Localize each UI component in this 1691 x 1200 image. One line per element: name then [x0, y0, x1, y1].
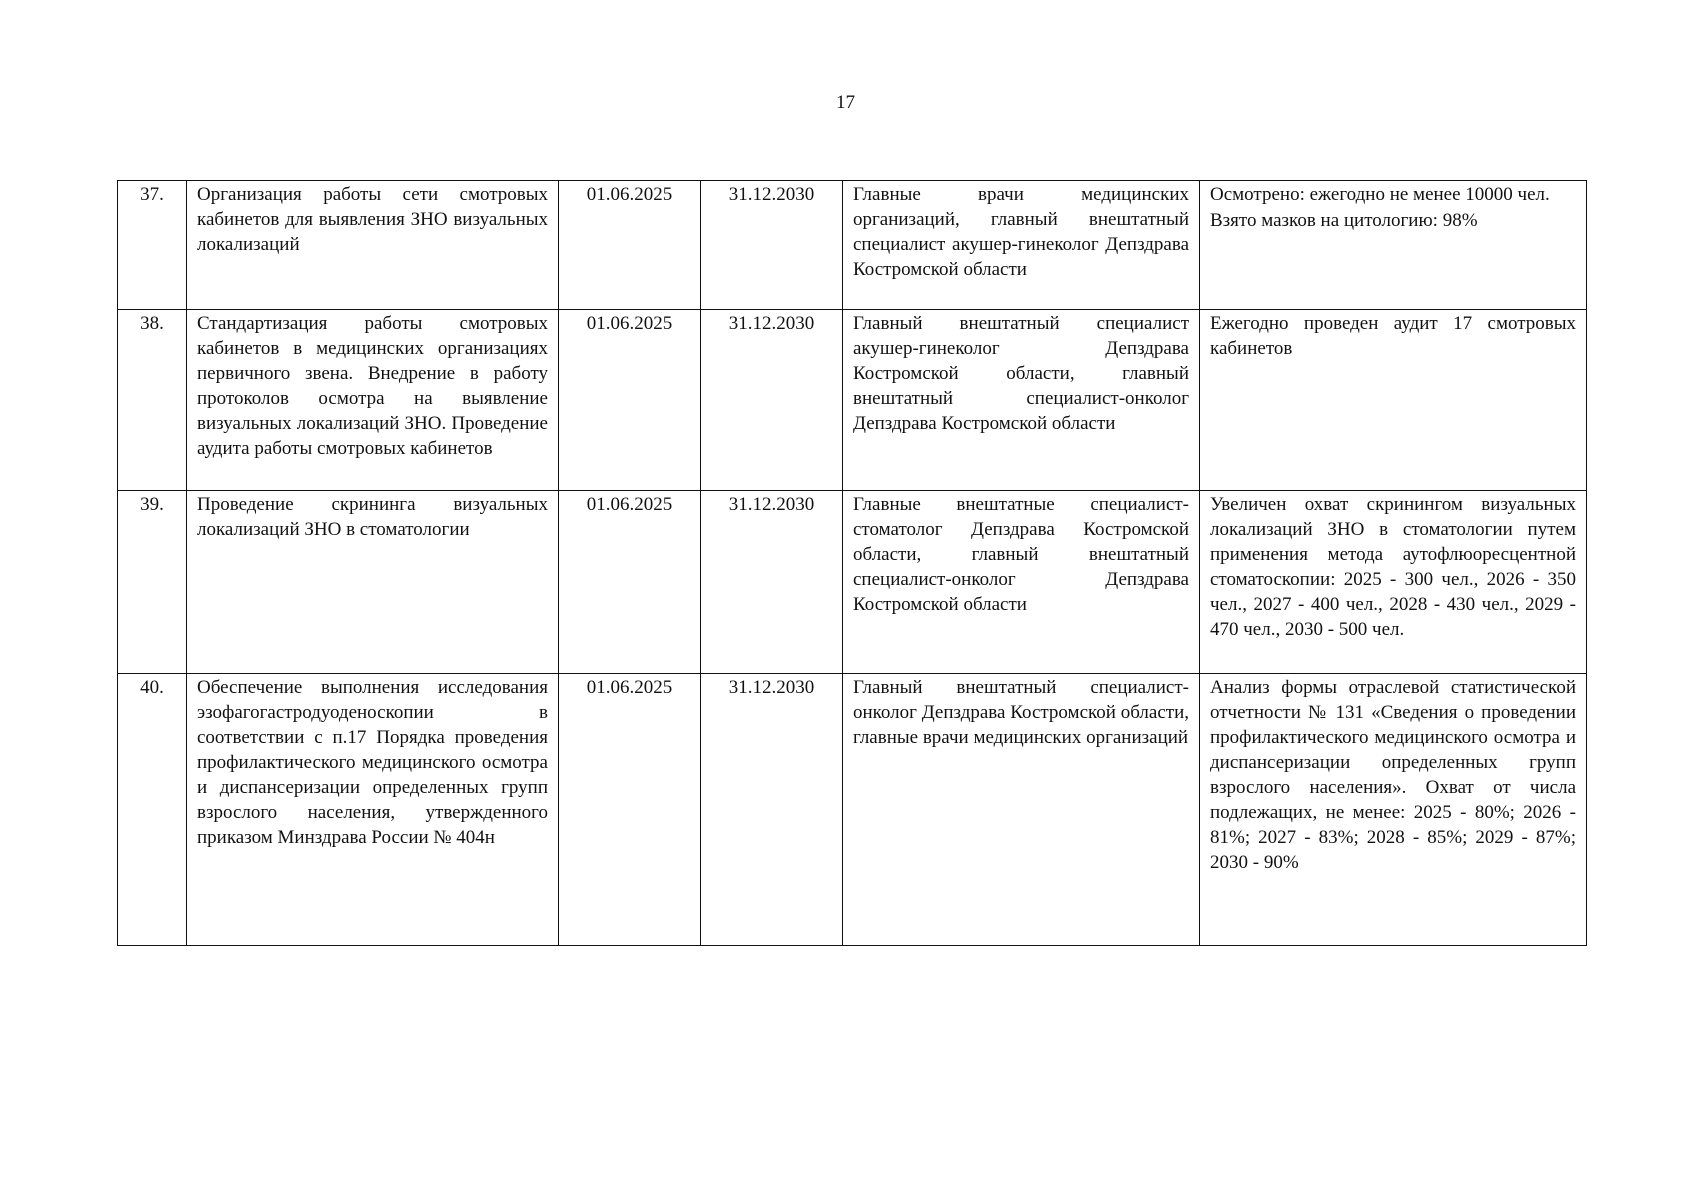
row-number: 39. [118, 491, 187, 674]
end-date-cell: 31.12.2030 [701, 310, 843, 491]
result-cell [1200, 674, 1587, 946]
responsible-cell: Главные врачи медицинских организаций, главный внештатный специалист акушер-гинеколог Депздрава Костромской области [843, 181, 1200, 310]
responsible-cell: Главный внештатный специалист акушер-гинеколог Депздрава Костромской области, главный внештатный специалист-онколог Депздрава Костромской области [843, 310, 1200, 491]
result-cell [1200, 310, 1587, 491]
task-cell: Стандартизация работы смотровых кабинетов в медицинских организациях первичного звена. Внедрение в работу протоколов осмотра на выявление визуальных локализаций ЗНО. Проведение аудита работы смотровых кабинетов [187, 310, 559, 491]
start-date-cell: 01.06.2025 [559, 181, 701, 310]
end-date-cell: 31.12.2030 [701, 181, 843, 310]
result-paragraph: Взято мазков на цитологию: 98% [1210, 210, 1478, 231]
result-paragraph: Увеличен охват скринингом визуальных локализаций ЗНО в стоматологии путем применения метода аутофлюоресцентной стоматоскопии: 2025 - 300 чел., 2026 - 350 чел., 2027 - 400 чел., 2028 - 430 чел., 2029 - 470 чел., 2030 - 500 чел. [1210, 494, 1576, 640]
row-number: 37. [118, 181, 187, 310]
end-date-cell: 31.12.2030 [701, 674, 843, 946]
row-number: 38. [118, 310, 187, 491]
start-date-cell: 01.06.2025 [559, 674, 701, 946]
row-number: 40. [118, 674, 187, 946]
result-cell [1200, 181, 1587, 310]
table-row [118, 674, 1587, 946]
table-row [118, 310, 1587, 491]
responsible-cell: Главный внештатный специалист-онколог Депздрава Костромской области, главные врачи медицинских организаций [843, 674, 1200, 946]
result-paragraph: Осмотрено: ежегодно не менее 10000 чел. [1210, 184, 1550, 205]
task-cell: Проведение скрининга визуальных локализаций ЗНО в стоматологии [187, 491, 559, 674]
task-cell: Обеспечение выполнения исследования эзофагогастродуоденоскопии в соответствии с п.17 Порядка проведения профилактического медицинского осмотра и диспансеризации определенных групп взрослого населения, утвержденного приказом Минздрава России № 404н [187, 674, 559, 946]
page-number: 17 [836, 92, 855, 113]
table-row [118, 491, 1587, 674]
activities-table [117, 180, 1587, 946]
task-cell: Организация работы сети смотровых кабинетов для выявления ЗНО визуальных локализаций [187, 181, 559, 310]
end-date-cell: 31.12.2030 [701, 491, 843, 674]
responsible-cell: Главные внештатные специалист-стоматолог Депздрава Костромской области, главный внештатный специалист-онколог Депздрава Костромской области [843, 491, 1200, 674]
result-paragraph: Анализ формы отраслевой статистической отчетности № 131 «Сведения о проведении профилактического медицинского осмотра и диспансеризации определенных групп взрослого населения». Охват от числа подлежащих, не менее: 2025 - 80%; 2026 - 81%; 2027 - 83%; 2028 - 85%; 2029 - 87%; 2030 - 90% [1210, 677, 1576, 873]
result-paragraph: Ежегодно проведен аудит 17 смотровых кабинетов [1210, 313, 1576, 359]
result-cell [1200, 491, 1587, 674]
start-date-cell: 01.06.2025 [559, 491, 701, 674]
table-row [118, 181, 1587, 310]
start-date-cell: 01.06.2025 [559, 310, 701, 491]
